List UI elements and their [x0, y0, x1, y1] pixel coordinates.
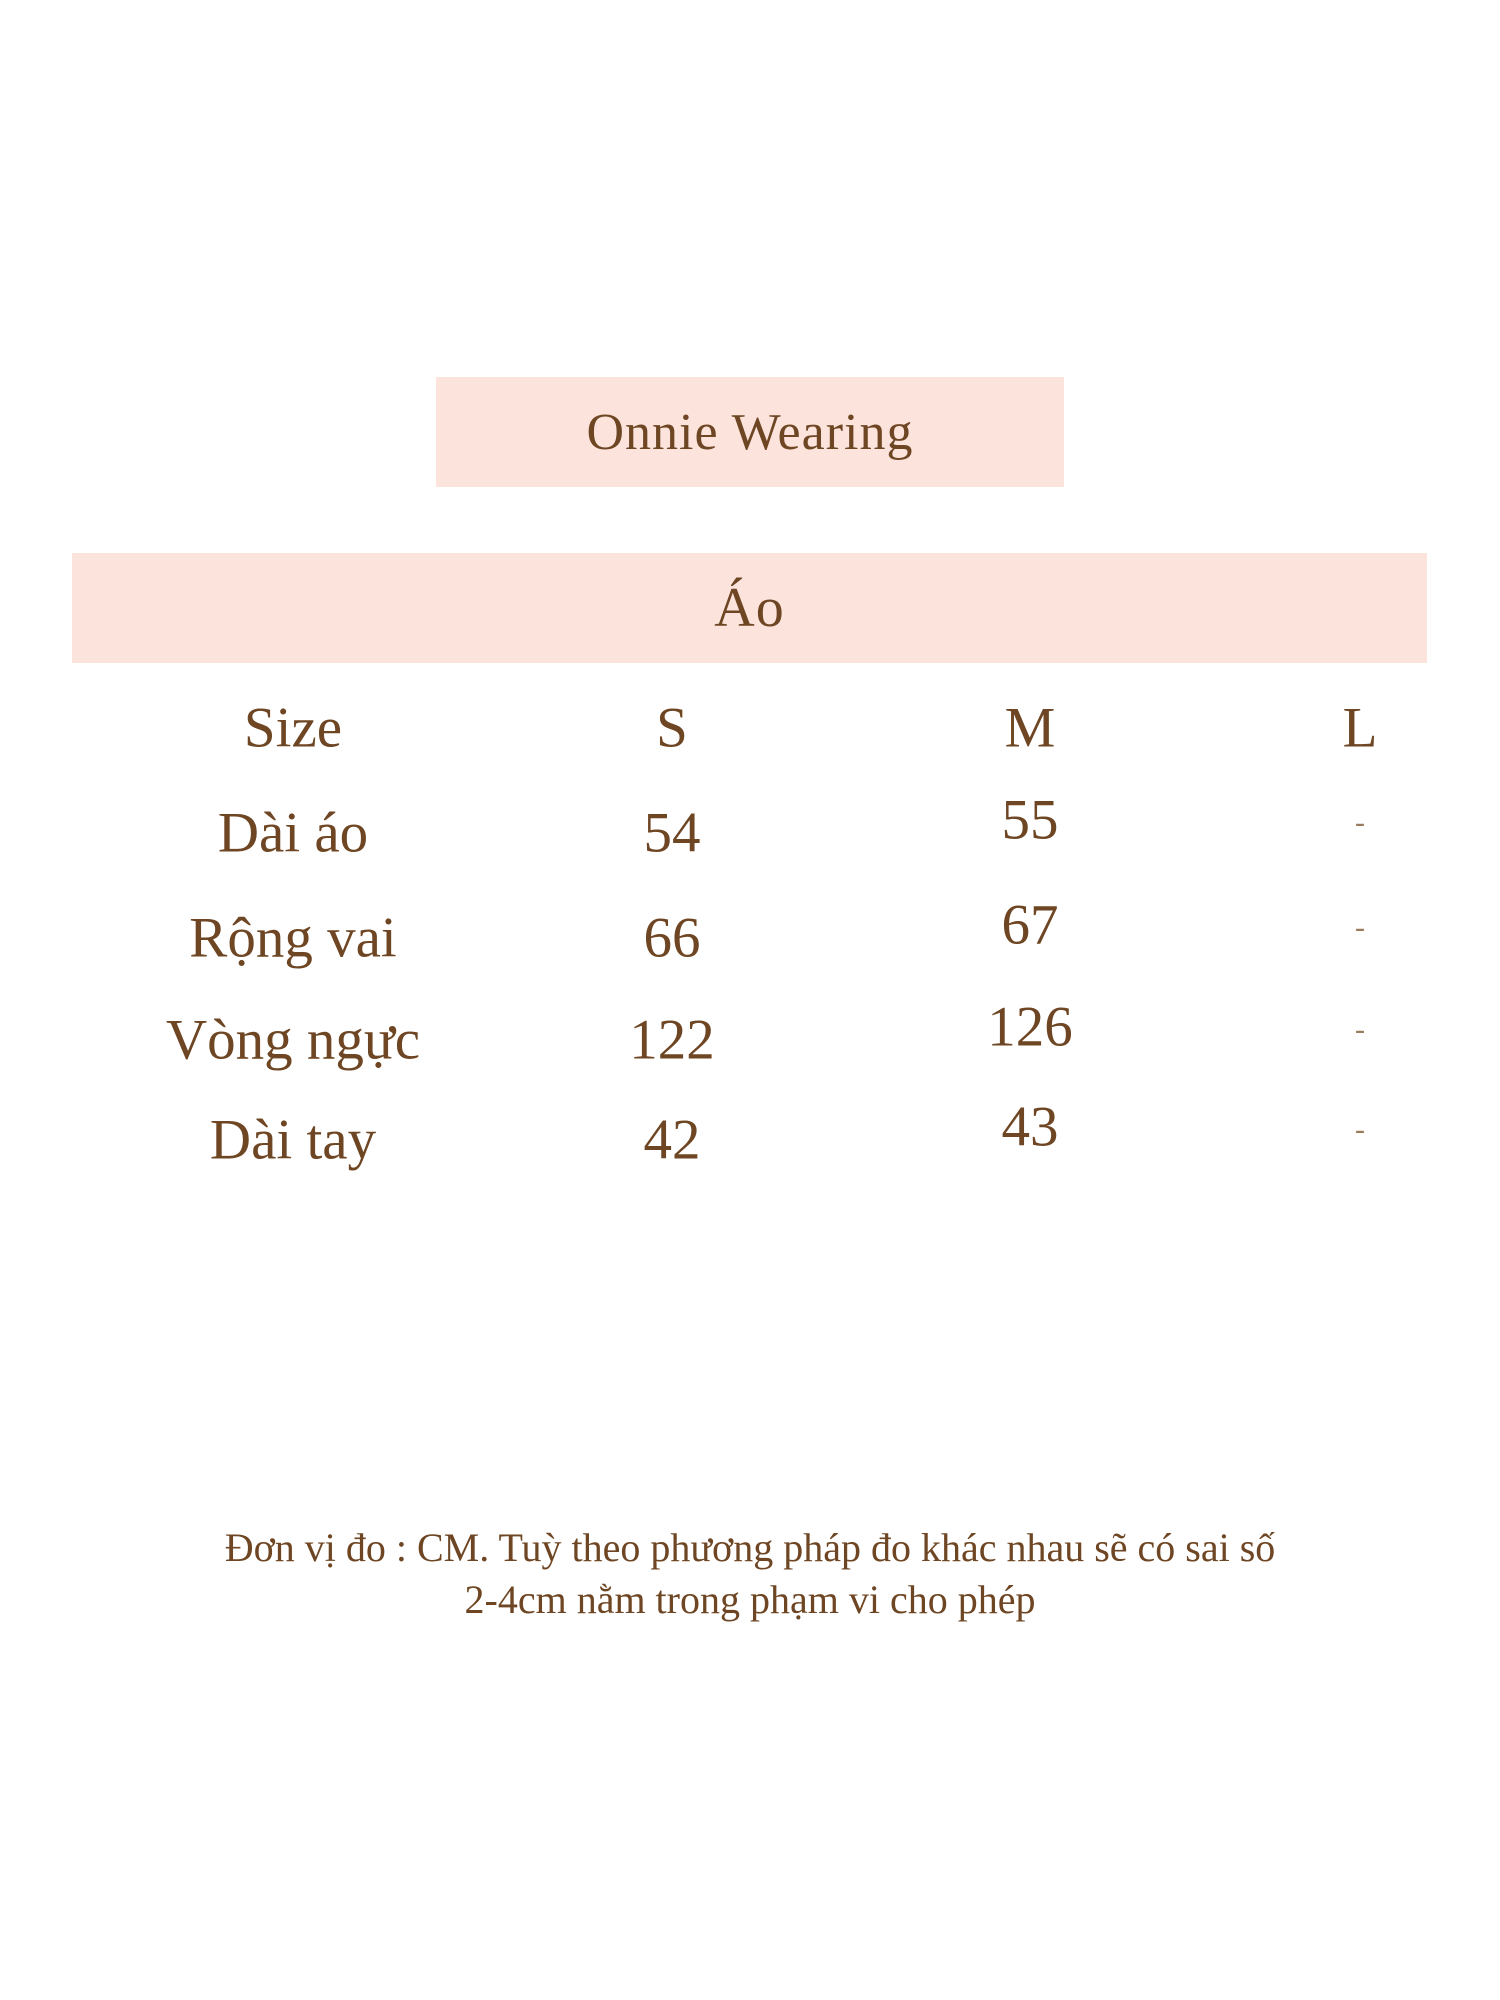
value-vong-nguc-s: 122 [629, 1008, 715, 1072]
column-header-size: Size [243, 696, 343, 760]
value-dai-ao-m: 55 [1001, 788, 1059, 852]
row-label-vong-nguc: Vòng ngực [165, 1008, 421, 1072]
column-header-s: S [656, 696, 688, 760]
column-header-l: L [1342, 696, 1378, 760]
value-rong-vai-l: - [1355, 911, 1365, 944]
column-header-m: M [1004, 696, 1056, 760]
value-dai-ao-l: - [1355, 806, 1365, 839]
brand-badge [436, 377, 1064, 487]
value-dai-tay-m: 43 [1001, 1095, 1059, 1159]
row-label-dai-ao: Dài áo [217, 801, 369, 865]
value-rong-vai-s: 66 [643, 906, 701, 970]
footer-note [0, 1522, 1500, 1626]
value-dai-tay-s: 42 [643, 1108, 701, 1172]
footer-note-line1: Đơn vị đo : CM. Tuỳ theo phương pháp đo khác nhau sẽ có sai số [224, 1525, 1276, 1570]
value-vong-nguc-l: - [1355, 1013, 1365, 1046]
section-banner [72, 553, 1427, 663]
value-rong-vai-m: 67 [1001, 893, 1059, 957]
section-banner-label: Áo [714, 577, 785, 639]
row-label-dai-tay: Dài tay [209, 1108, 377, 1172]
brand-badge-label: Onnie Wearing [586, 403, 914, 461]
row-label-rong-vai: Rộng vai [189, 906, 397, 970]
value-dai-ao-s: 54 [643, 801, 701, 865]
footer-note-line2: 2-4cm nằm trong phạm vi cho phép [464, 1577, 1036, 1622]
value-vong-nguc-m: 126 [987, 995, 1073, 1059]
value-dai-tay-l: - [1355, 1113, 1365, 1146]
